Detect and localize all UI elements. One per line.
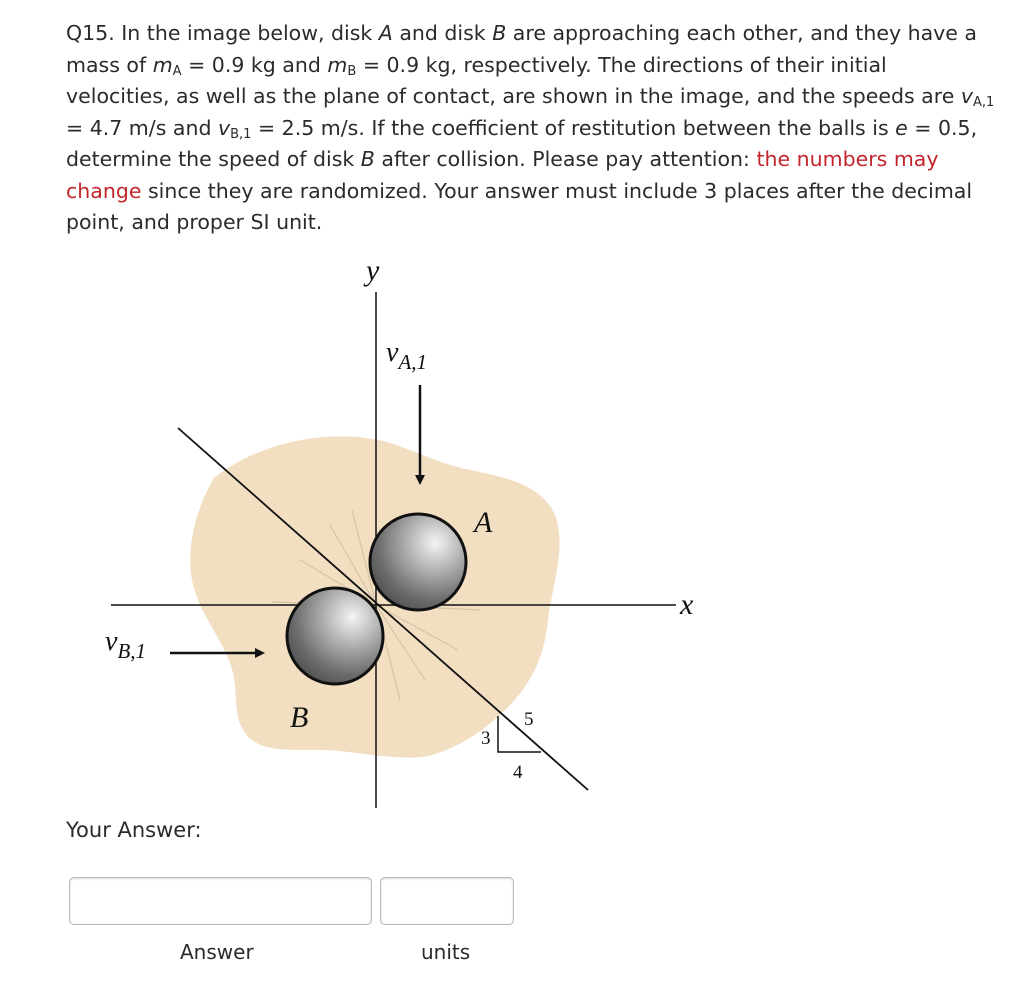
your-answer-label: Your Answer:: [66, 818, 202, 842]
velocity-b-label: $v_{B,1}$: [105, 626, 147, 663]
disk-b: [287, 588, 383, 684]
background-blob: [190, 436, 559, 757]
slope-hyp-label: 5: [524, 709, 534, 730]
units-input[interactable]: [380, 877, 514, 925]
slope-triangle: [498, 716, 541, 752]
slope-rise-label: 3: [481, 728, 491, 749]
x-axis-label: x: [680, 588, 694, 621]
answer-field-caption: Answer: [180, 940, 254, 964]
question-text: Q15. In the image below, disk A and disk B are approaching each other, and they have a mass of $m_A = 0.9$ kg and $m_B = 0.9$ kg, respectively. The directions of their initial velocities, as well as the plane of contact, are shown in the image, and the speeds are $v_{A,1} = 4.7$ m/s and $v_{B,1} = 2.5$ m/s. If the coefficient of restitution between the balls is e = 0.5, determine the speed of disk B after collision. Please pay attention: the numbers may change since they are randomized. Your answer must include 3 places after the decimal point, and proper SI unit.: [66, 21, 995, 234]
randomized-warning: the numbers may change: [66, 147, 939, 203]
units-field-caption: units: [421, 940, 471, 964]
disk-a: [370, 514, 466, 610]
answer-input[interactable]: [69, 877, 372, 925]
slope-run-label: 4: [513, 762, 523, 783]
y-axis-label: y: [366, 254, 380, 287]
disk-b-label: B: [290, 701, 309, 734]
velocity-a-label: $v_{A,1}$: [386, 337, 428, 374]
disk-a-label: A: [474, 506, 493, 539]
